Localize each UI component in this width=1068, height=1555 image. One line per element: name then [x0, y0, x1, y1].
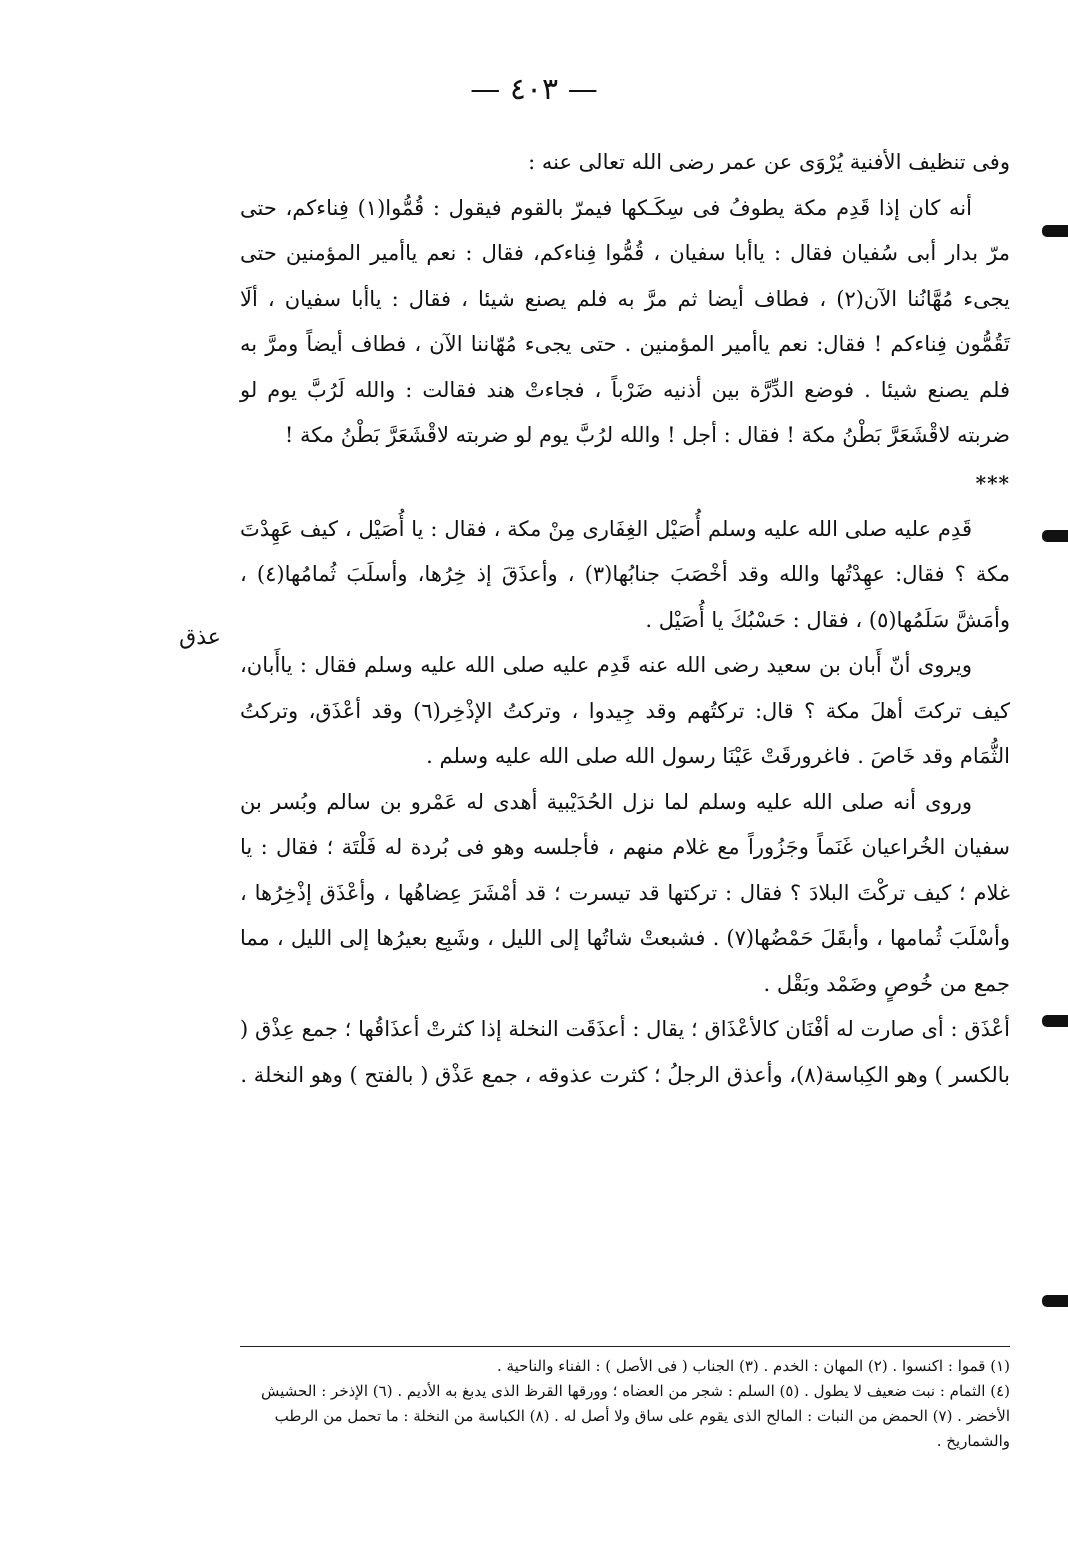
- page-number: — ٤٠٣ —: [470, 72, 598, 107]
- edge-mark: [1042, 1295, 1068, 1307]
- footnote-line: (٤) الثمام : نبت ضعيف لا يطول . (٥) السلم : شجر من العضاه ؛ وورقها القرظ الذى يدبغ به الأديم . (٦) الإذخر : الحشيش الأخضر . (٧) الحمض من النبات : المالح الذى يقوم على ساق ولا أصل له . (٨) الكباسة من النخلة : ما تحمل من الرطب والشماريخ .: [261, 1382, 1010, 1450]
- body-text: [240, 140, 1010, 1098]
- paragraph-definition: أعْذَق : أى صارت له أفْنَان كالأعْذَاق ؛ يقال : أعذَقَت النخلة إذا كثرتْ أعذَاقُها ؛ جمع عِذْق ( بالكسر ) وهو الكِباسة(٨)، وأعذق الرجلُ ؛ كثرت عذوقه ، جمع عَذْق ( بالفتح ) وهو النخلة .: [240, 1017, 1010, 1087]
- paragraph-usayl: قَدِم عليه صلى الله عليه وسلم أُصَيْل الغِفَارى مِنْ مكة ، فقال : يا أُصَيْل ، كيف عَهِدْتَ مكة ؟ فقال: عهِدْتُها والله وقد أخْصَبَ جنابُها(٣) ، وأعذَقَ إذ خِرُها، وأسلَبَ ثُمامُها(٤) ، وأمَشَّ سَلَمُها(٥) ، فقال : حَسْبُكَ يا أُصَيْل .: [240, 516, 1011, 632]
- margin-note: عذق: [179, 625, 221, 650]
- footnote-line: (١) قموا : اكنسوا . (٢) المهان : الخدم . (٣) الجناب ( فى الأصل ) : الفناء والناحية .: [497, 1357, 1010, 1375]
- paragraph-aban: ويروى أنّ أَبان بن سعيد رضى الله عنه قَدِم عليه صلى الله عليه وسلم فقال : ياأَبان، كيف تركتَ أهلَ مكة ؟ قال: تركتُهم وقد جِيدوا ، وتركتُ الإذْخِر(٦) وقد أعْذَق، وتركتُ الثُّمَام وقد خَاصَ . فاغرورقَتْ عَيْنَا رسول الله صلى الله عليه وسلم .: [240, 653, 1011, 768]
- edge-mark: [1042, 1015, 1068, 1027]
- paragraph-intro: وفى تنظيف الأفنية يُرْوَى عن عمر رضى الله تعالى عنه :: [528, 150, 1010, 174]
- section-divider: ***: [975, 470, 1010, 495]
- edge-mark: [1042, 530, 1068, 542]
- paragraph-umar: أنه كان إذا قَدِم مكة يطوفُ فى سِكَـكها فيمرّ بالقوم فيقول : قُمُّوا(١) فِناءكم، حتى مرّ بدار أبى سُفيان فقال : ياأبا سفيان ، قُمُّوا فِناءكم، فقال : نعم ياأمير المؤمنين حتى يجىء مُهَّانُنا الآن(٢) ، فطاف أيضا ثم مرَّ به فلم يصنع شيئا ، فقال : ياأبا سفيان ، ألَا تَقُمُّون فِناءكم ! فقال: نعم ياأمير المؤمنين . حتى يجىء مُهّاننا الآن ، فطاف أيضاً ومرَّ به فلم يصنع شيئا . فوضع الدِّرَّة بين أذنيه ضَرْباً ، فجاءتْ هند فقالت : والله لَرُبَّ يوم لو ضربته لاقْشَعَرَّ بَطْنُ مكة ! فقال : أجل ! والله لرُبَّ يوم لو ضربته لاقْشَعَرَّ بَطْنُ مكة !: [240, 195, 1010, 447]
- footnote-separator: [240, 1346, 1010, 1347]
- paragraph-hudaybiya: وروى أنه صلى الله عليه وسلم لما نزل الحُدَيْبية أهدى له عَمْرو بن سالم وبُسر بن سفيان الخُراعيان غَنَماً وجَزُوراً مع غلام منهم ، فأجلسه وهو فى بُردة له فَلْتَة ؛ فقال : يا غلام ؛ كيف تركْتَ البلادَ ؟ فقال : تركتها قد تيسرت ؛ قد أمْشَرَ عِضاهُها ، وأعْذَق إذْخِرُها ، وأسْلَبَ ثُمامها ، وأبقَلَ حَمْضُها(٧) . فشبعتْ شاتُها إلى الليل ، وشَبِع بعيرُها إلى الليل ، مما جمع من خُوصٍ وضَمْد وبَقْل .: [240, 789, 1010, 996]
- footnotes: [240, 1354, 1010, 1454]
- edge-mark: [1042, 225, 1068, 237]
